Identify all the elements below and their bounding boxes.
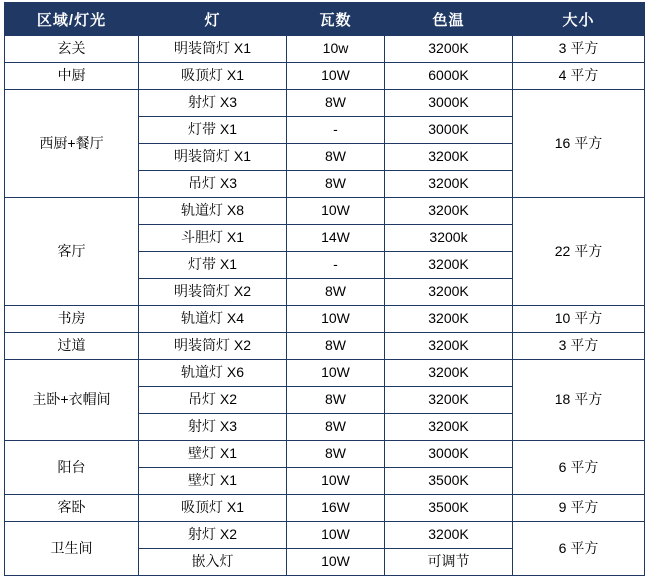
cell-area: 主卧+衣帽间 (5, 360, 139, 441)
cell-area: 过道 (5, 333, 139, 360)
cell-lamp: 壁灯 X1 (139, 441, 287, 468)
table-row (5, 522, 645, 549)
cell-size: 22 平方 (513, 198, 645, 306)
cell-color-temp: 3200K (385, 387, 513, 414)
cell-lamp: 射灯 X3 (139, 90, 287, 117)
cell-lamp: 吊灯 X3 (139, 171, 287, 198)
cell-wattage: 10W (287, 63, 385, 90)
cell-color-temp: 3500K (385, 468, 513, 495)
cell-color-temp: 6000K (385, 63, 513, 90)
table-row (5, 495, 645, 522)
cell-color-temp: 3200K (385, 144, 513, 171)
cell-wattage: 16W (287, 495, 385, 522)
cell-lamp: 斗胆灯 X1 (139, 225, 287, 252)
table-body (5, 36, 645, 576)
cell-color-temp: 可调节 (385, 549, 513, 576)
column-header-size: 大小 (513, 3, 645, 36)
cell-wattage: 8W (287, 333, 385, 360)
cell-wattage: 8W (287, 279, 385, 306)
cell-color-temp: 3200k (385, 225, 513, 252)
cell-color-temp: 3200K (385, 279, 513, 306)
cell-wattage: 8W (287, 387, 385, 414)
cell-area: 西厨+餐厅 (5, 90, 139, 198)
cell-color-temp: 3200K (385, 252, 513, 279)
cell-size: 9 平方 (513, 495, 645, 522)
cell-color-temp: 3200K (385, 333, 513, 360)
cell-wattage: 14W (287, 225, 385, 252)
column-header-wattage: 瓦数 (287, 3, 385, 36)
table-row (5, 333, 645, 360)
cell-size: 4 平方 (513, 63, 645, 90)
cell-wattage: 10W (287, 198, 385, 225)
cell-lamp: 明装筒灯 X1 (139, 36, 287, 63)
cell-area: 卫生间 (5, 522, 139, 576)
cell-wattage: - (287, 117, 385, 144)
cell-lamp: 壁灯 X1 (139, 468, 287, 495)
cell-size: 6 平方 (513, 441, 645, 495)
cell-color-temp: 3000K (385, 441, 513, 468)
cell-wattage: 8W (287, 171, 385, 198)
cell-color-temp: 3200K (385, 198, 513, 225)
cell-lamp: 射灯 X2 (139, 522, 287, 549)
cell-wattage: 8W (287, 441, 385, 468)
cell-wattage: 10w (287, 36, 385, 63)
lighting-table (4, 2, 645, 576)
table-header (5, 3, 645, 36)
cell-wattage: - (287, 252, 385, 279)
table-header-row (5, 3, 645, 36)
cell-wattage: 8W (287, 90, 385, 117)
cell-lamp: 明装筒灯 X2 (139, 333, 287, 360)
table-row (5, 441, 645, 468)
table-row (5, 306, 645, 333)
cell-lamp: 吸顶灯 X1 (139, 495, 287, 522)
cell-color-temp: 3000K (385, 117, 513, 144)
cell-wattage: 10W (287, 468, 385, 495)
cell-wattage: 10W (287, 306, 385, 333)
cell-lamp: 射灯 X3 (139, 414, 287, 441)
cell-area: 阳台 (5, 441, 139, 495)
table-row (5, 198, 645, 225)
cell-lamp: 嵌入灯 (139, 549, 287, 576)
cell-color-temp: 3200K (385, 414, 513, 441)
cell-color-temp: 3200K (385, 306, 513, 333)
cell-color-temp: 3200K (385, 36, 513, 63)
cell-area: 中厨 (5, 63, 139, 90)
cell-size: 16 平方 (513, 90, 645, 198)
table-row (5, 36, 645, 63)
cell-lamp: 灯带 X1 (139, 252, 287, 279)
cell-size: 6 平方 (513, 522, 645, 576)
cell-area: 客卧 (5, 495, 139, 522)
table-row (5, 90, 645, 117)
table-row (5, 360, 645, 387)
cell-area: 客厅 (5, 198, 139, 306)
cell-lamp: 灯带 X1 (139, 117, 287, 144)
cell-color-temp: 3200K (385, 522, 513, 549)
column-header-lamp: 灯 (139, 3, 287, 36)
cell-wattage: 10W (287, 549, 385, 576)
cell-color-temp: 3000K (385, 90, 513, 117)
column-header-area: 区域/灯光 (5, 3, 139, 36)
cell-wattage: 10W (287, 522, 385, 549)
cell-size: 3 平方 (513, 36, 645, 63)
cell-lamp: 明装筒灯 X1 (139, 144, 287, 171)
column-header-color-temp: 色温 (385, 3, 513, 36)
cell-lamp: 轨道灯 X8 (139, 198, 287, 225)
cell-lamp: 吊灯 X2 (139, 387, 287, 414)
cell-area: 书房 (5, 306, 139, 333)
cell-color-temp: 3500K (385, 495, 513, 522)
cell-lamp: 明装筒灯 X2 (139, 279, 287, 306)
cell-lamp: 吸顶灯 X1 (139, 63, 287, 90)
cell-color-temp: 3200K (385, 360, 513, 387)
cell-wattage: 8W (287, 144, 385, 171)
table-row (5, 63, 645, 90)
cell-lamp: 轨道灯 X4 (139, 306, 287, 333)
cell-size: 18 平方 (513, 360, 645, 441)
cell-color-temp: 3200K (385, 171, 513, 198)
cell-wattage: 10W (287, 360, 385, 387)
cell-size: 3 平方 (513, 333, 645, 360)
cell-wattage: 8W (287, 414, 385, 441)
cell-area: 玄关 (5, 36, 139, 63)
cell-lamp: 轨道灯 X6 (139, 360, 287, 387)
cell-size: 10 平方 (513, 306, 645, 333)
